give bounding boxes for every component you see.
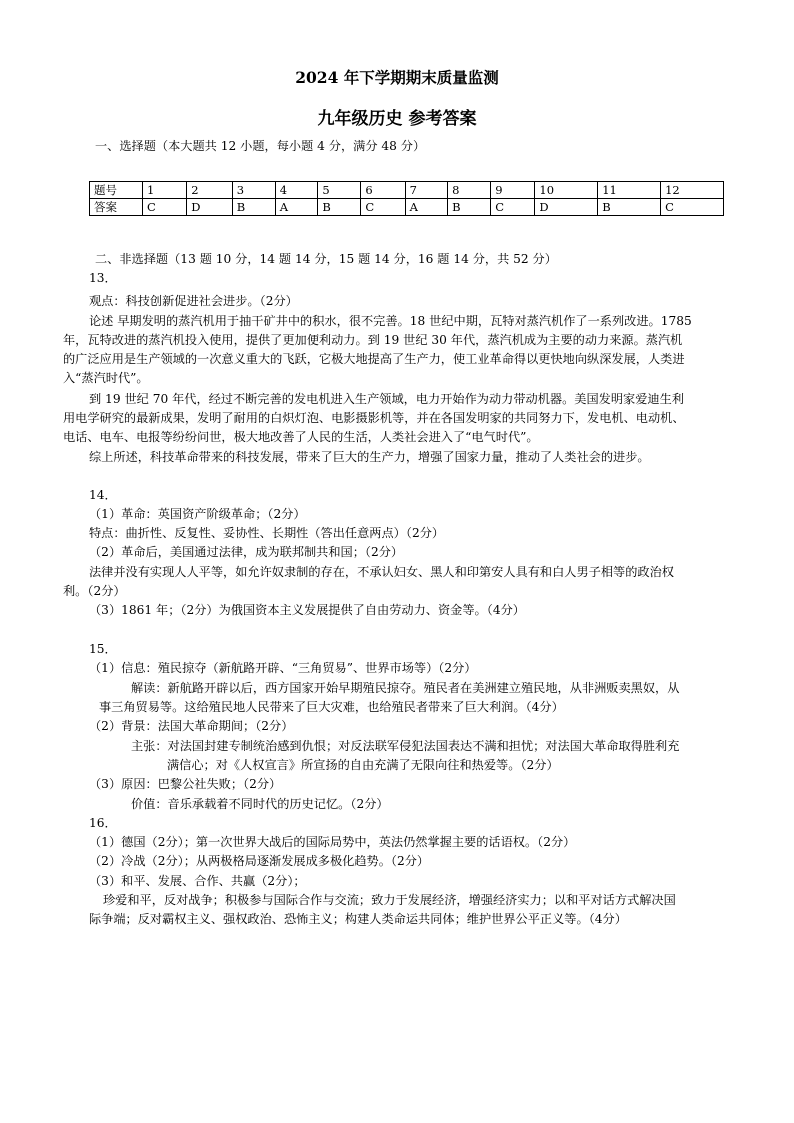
answer-cell: C [143,199,187,216]
q15-line: （1）信息：殖民掠夺（新航路开辟、“三角贸易”、世界市场等）（2分） [89,661,477,675]
answer-cell: B [598,199,661,216]
question-number: 4 [275,182,318,199]
question-number: 2 [187,182,233,199]
q13-p2-line: 用电学研究的最新成果，发明了耐用的白炽灯泡、电影摄影机等，并在各国发明家的共同努力下，发电机、电动机、 [63,411,685,425]
q14-line: 利。（2分） [63,584,126,598]
q13-summary: 综上所述，科技革命带来的科技发展，带来了巨大的生产力，增强了国家力量，推动了人类社会的进步。 [89,450,650,464]
question-number: 8 [448,182,491,199]
document-subtitle: 九年级历史 参考答案 [317,109,477,129]
q15-line: （3）原因：巴黎公社失败；（2分） [89,777,282,791]
answer-cell: B [232,199,275,216]
question-number: 9 [491,182,535,199]
document-title: 2024 年下学期期末质量监测 [295,68,499,87]
question-number: 3 [232,182,275,199]
question-number: 7 [405,182,448,199]
table-row-label: 题号 [90,182,143,199]
q16-line: （2）冷战（2分）；从两极格局逐渐发展成多极化趋势。（2分） [89,854,430,868]
answer-cell: B [318,199,361,216]
q16-line: 珍爱和平，反对战争；积极参与国际合作与交流；致力于发展经济，增强经济实力；以和平对话方式解决国 [103,893,676,907]
question-number: 1 [143,182,187,199]
q14-line: （2）革命后，美国通过法律，成为联邦制共和国；（2分） [89,545,404,559]
table-row-label: 答案 [90,199,143,216]
q15-line: 价值：音乐承载着不同时代的历史记忆。（2分） [131,797,389,811]
q13-p1-line: 论述 早期发明的蒸汽机用于抽干矿井中的积水，很不完善。18 世纪中期，瓦特对蒸汽机作了一系列改进。1785 [89,314,692,328]
answer-table [89,181,724,216]
q16-number: 16． [89,816,117,830]
q16-line: 际争端；反对霸权主义、强权政治、恐怖主义；构建人类命运共同体；维护世界公平正义等。（4分） [89,912,627,926]
q16-line: （1）德国（2分）；第一次世界大战后的国际局势中，英法仍然掌握主要的话语权。（2分） [89,835,576,849]
answer-cell: A [405,199,448,216]
table-row [90,199,724,216]
q13-view: 观点：科技创新促进社会进步。（2分） [89,294,298,308]
question-number: 6 [361,182,405,199]
q15-line: 主张：对法国封建专制统治感到仇恨；对反法联军侵犯法国表达不满和担忧；对法国大革命取得胜利充 [131,739,680,753]
question-number: 5 [318,182,361,199]
section-2-heading: 二、非选择题（13 题 10 分，14 题 14 分，15 题 14 分，16 题 14 分，共 52 分） [95,252,557,266]
q15-line: 解读：新航路开辟以后，西方国家开始早期殖民掠夺。殖民者在美洲建立殖民地，从非洲贩卖黑奴，从 [131,681,680,695]
answer-cell: B [448,199,491,216]
q15-number: 15． [89,642,117,656]
q14-number: 14． [89,488,117,502]
table-row [90,182,724,199]
question-number: 10 [535,182,598,199]
answer-cell: C [491,199,535,216]
q15-line: （2）背景：法国大革命期间；（2分） [89,719,294,733]
q13-number: 13． [89,271,117,285]
q16-line: （3）和平、发展、合作、共赢（2分）； [89,874,306,888]
question-number: 11 [598,182,661,199]
answer-cell: C [661,199,724,216]
q13-p2-line: 到 19 世纪 70 年代，经过不断完善的发电机进入生产领域，电力开始作为动力带动机器。美国发明家爱迪生利 [89,392,684,406]
q14-line: 法律并没有实现人人平等，如允许奴隶制的存在，不承认妇女、黑人和印第安人具有和白人男子相等的政治权 [89,565,674,579]
q14-line: （1）革命：英国资产阶级革命；（2分） [89,507,306,521]
q13-p1-line: 年，瓦特改进的蒸汽机投入使用，提供了更加便利动力。到 19 世纪 30 年代，蒸汽机成为主要的动力来源。蒸汽机 [63,333,683,347]
q14-line: （3）1861 年；（2分）为俄国资本主义发展提供了自由劳动力、资金等。（4分） [89,603,525,617]
q15-line: 满信心；对《人权宣言》所宣扬的自由充满了无限向往和热爱等。（2分） [167,758,559,772]
section-1-heading: 一、选择题（本大题共 12 小题，每小题 4 分，满分 48 分） [95,139,426,153]
question-number: 12 [661,182,724,199]
q13-p1-line: 入“蒸汽时代”。 [63,371,149,385]
answer-cell: A [275,199,318,216]
q15-line: 事三角贸易等。这给殖民地人民带来了巨大灾难，也给殖民者带来了巨大利润。（4分） [99,700,564,714]
q14-line: 特点：曲折性、反复性、妥协性、长期性（答出任意两点）（2分） [89,526,445,540]
q13-p2-line: 电话、电车、电报等纷纷问世，极大地改善了人民的生活，人类社会进入了“电气时代”。 [63,430,539,444]
answer-cell: C [361,199,405,216]
q13-p1-line: 的广泛应用是生产领域的一次意义重大的飞跃，它极大地提高了生产力，使工业革命得以更快地向纵深发展，人类进 [63,352,685,366]
answer-cell: D [187,199,233,216]
answer-cell: D [535,199,598,216]
